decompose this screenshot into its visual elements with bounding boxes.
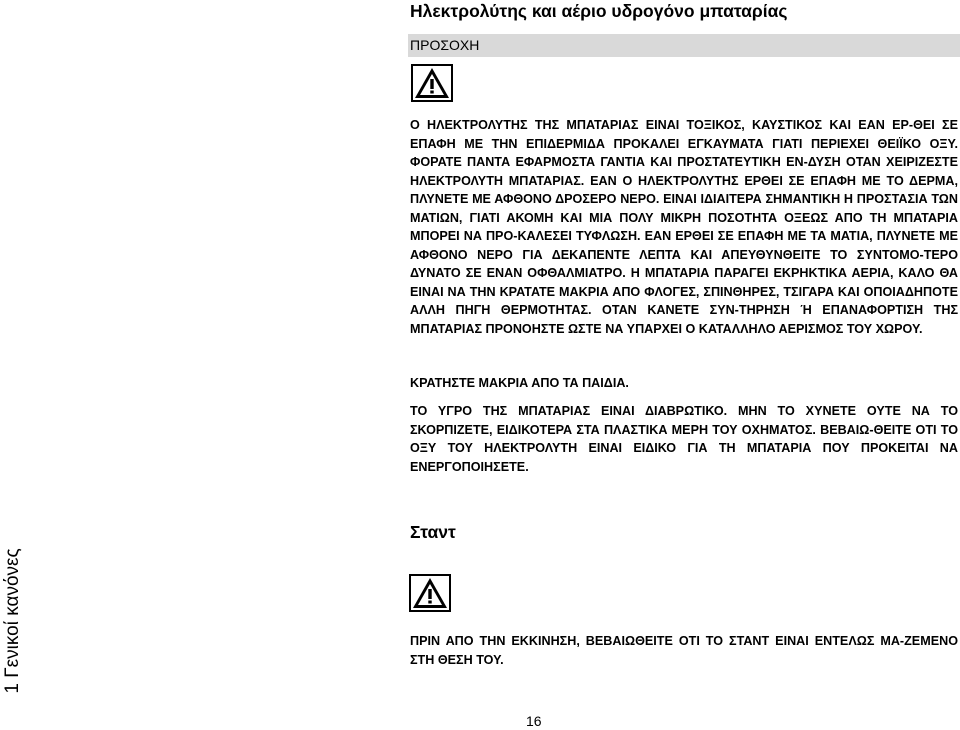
keep-away-children-text: ΚΡΑΤΗΣΤΕ ΜΑΚΡΙΑ ΑΠΟ ΤΑ ΠΑΙΔΙΑ. [410, 376, 629, 390]
caution-label: ΠΡΟΣΟΧΗ [410, 37, 480, 53]
stand-warning-text: ΠΡΙΝ ΑΠΟ ΤΗΝ ΕΚΚΙΝΗΣΗ, ΒΕΒΑΙΩΘΕΙΤΕ ΟΤΙ ΤΟ ΣΤΑΝΤ ΕΙΝΑΙ ΕΝΤΕΛΩΣ ΜΑ-ΖΕΜΕΝΟ ΣΤΗ ΘΕΣΗ ΤΟΥ. [410, 634, 958, 667]
warning-triangle-icon [409, 574, 451, 612]
warning-triangle-icon [411, 64, 453, 102]
chapter-label: 1 Γενικοί κανόνες [2, 548, 23, 694]
chapter-side-tab [0, 545, 26, 697]
page-title: Ηλεκτρολύτης και αέριο υδρογόνο μπαταρίας [410, 1, 788, 21]
section-title-stand: Σταντ [410, 522, 456, 542]
corrosive-fluid-text: ΤΟ ΥΓΡΟ ΤΗΣ ΜΠΑΤΑΡΙΑΣ ΕΙΝΑΙ ΔΙΑΒΡΩΤΙΚΟ. ΜΗΝ ΤΟ ΧΥΝΕΤΕ ΟΥΤΕ ΝΑ ΤΟ ΣΚΟΡΠΙΖΕΤΕ, ΕΙΔΙΚΟΤΕΡΑ ΣΤΑ ΠΛΑΣΤΙΚΑ ΜΕΡΗ ΤΟΥ ΟΧΗΜΑΤΟΣ. ΒΕΒΑΙΩ-ΘΕΙΤΕ ΟΤΙ ΤΟ ΟΞΥ ΤΟΥ ΗΛΕΚΤΡΟΛΥΤΗ ΕΙΝΑΙ ΕΙΔΙΚΟ ΓΙΑ ΤΗ ΜΠΑΤΑΡΙΑ ΠΟΥ ΠΡΟΚΕΙΤΑΙ ΝΑ ΕΝΕΡΓΟΠΟΙΗΣΕΤΕ. [410, 404, 958, 474]
electrolyte-warning-text: Ο ΗΛΕΚΤΡΟΛΥΤΗΣ ΤΗΣ ΜΠΑΤΑΡΙΑΣ ΕΙΝΑΙ ΤΟΞΙΚΟΣ, ΚΑΥΣΤΙΚΟΣ ΚΑΙ ΕΑΝ ΕΡ-ΘΕΙ ΣΕ ΕΠΑΦΗ ΜΕ ΤΗΝ ΕΠΙΔΕΡΜΙΔΑ ΠΡΟΚΑΛΕΙ ΕΓΚΑΥΜΑΤΑ ΓΙΑΤΙ ΠΕΡΙΕΧΕΙ ΘΕΙΪΚΟ ΟΞΥ. ΦΟΡΑΤΕ ΠΑΝΤΑ ΕΦΑΡΜΟΣΤΑ ΓΑΝΤΙΑ ΚΑΙ ΠΡΟΣΤΑΤΕΥΤΙΚΗ ΕΝ-ΔΥΣΗ ΟΤΑΝ ΧΕΙΡΙΖΕΣΤΕ ΗΛΕΚΤΡΟΛΥΤΗ ΜΠΑΤΑΡΙΑΣ. ΕΑΝ Ο ΗΛΕΚΤΡΟΛΥΤΗΣ ΕΡΘΕΙ ΣΕ ΕΠΑΦΗ ΜΕ ΤΟ ΔΕΡΜΑ, ΠΛΥΝΕΤΕ ΜΕ ΑΦΘΟΝΟ ΔΡΟΣΕΡΟ ΝΕΡΟ. ΕΙΝΑΙ ΙΔΙΑΙΤΕΡΑ ΣΗΜΑΝΤΙΚΗ Η ΠΡΟΣΤΑΣΙΑ ΤΩΝ ΜΑΤΙΩΝ, ΓΙΑΤΙ ΑΚΟΜΗ ΚΑΙ ΜΙΑ ΠΟΛΥ ΜΙΚΡΗ ΠΟΣΟΤΗΤΑ ΟΞΕΩΣ ΑΠΟ ΤΗ ΜΠΑΤΑΡΙΑ ΜΠΟΡΕΙ ΝΑ ΠΡΟ-ΚΑΛΕΣΕΙ ΤΥΦΛΩΣΗ. ΕΑΝ ΕΡΘΕΙ ΣΕ ΕΠΑΦΗ ΜΕ ΤΑ ΜΑΤΙΑ, ΠΛΥΝΕΤΕ ΜΕ ΑΦΘΟΝΟ ΝΕΡΟ ΓΙΑ ΔΕΚΑΠΕΝΤΕ ΛΕΠΤΑ ΚΑΙ ΑΠΕΥΘΥΝΘΕΙΤΕ ΤΟ ΣΥΝΤΟΜΟ-ΤΕΡΟ ΔΥΝΑΤΟ ΣΕ ΕΝΑΝ ΟΦΘΑΛΜΙΑΤΡΟ. Η ΜΠΑΤΑΡΙΑ ΠΑΡΑΓΕΙ ΕΚΡΗΚΤΙΚΑ ΑΕΡΙΑ, ΚΑΛΟ ΘΑ ΕΙΝΑΙ ΝΑ ΤΗΝ ΚΡΑΤΑΤΕ ΜΑΚΡΙΑ ΑΠΟ ΦΛΟΓΕΣ, ΣΠΙΝΘΗΡΕΣ, ΤΣΙΓΑΡΑ ΚΑΙ ΟΠΟΙΑΔΗΠΟΤΕ ΑΛΛΗ ΠΗΓΗ ΘΕΡΜΟΤΗΤΑΣ. ΟΤΑΝ ΚΑΝΕΤΕ ΣΥΝ-ΤΗΡΗΣΗ Ή ΕΠΑΝΑΦΟΡΤΙΣΗ ΤΗΣ ΜΠΑΤΑΡΙΑΣ ΠΡΟΝΟΗΣΤΕ ΩΣΤΕ ΝΑ ΥΠΑΡΧΕΙ Ο ΚΑΤΑΛΛΗΛΟ ΑΕΡΙΣΜΟΣ ΤΟΥ ΧΩΡΟΥ. [410, 118, 958, 336]
caution-banner [408, 34, 960, 57]
page-number: 16 [526, 713, 542, 729]
